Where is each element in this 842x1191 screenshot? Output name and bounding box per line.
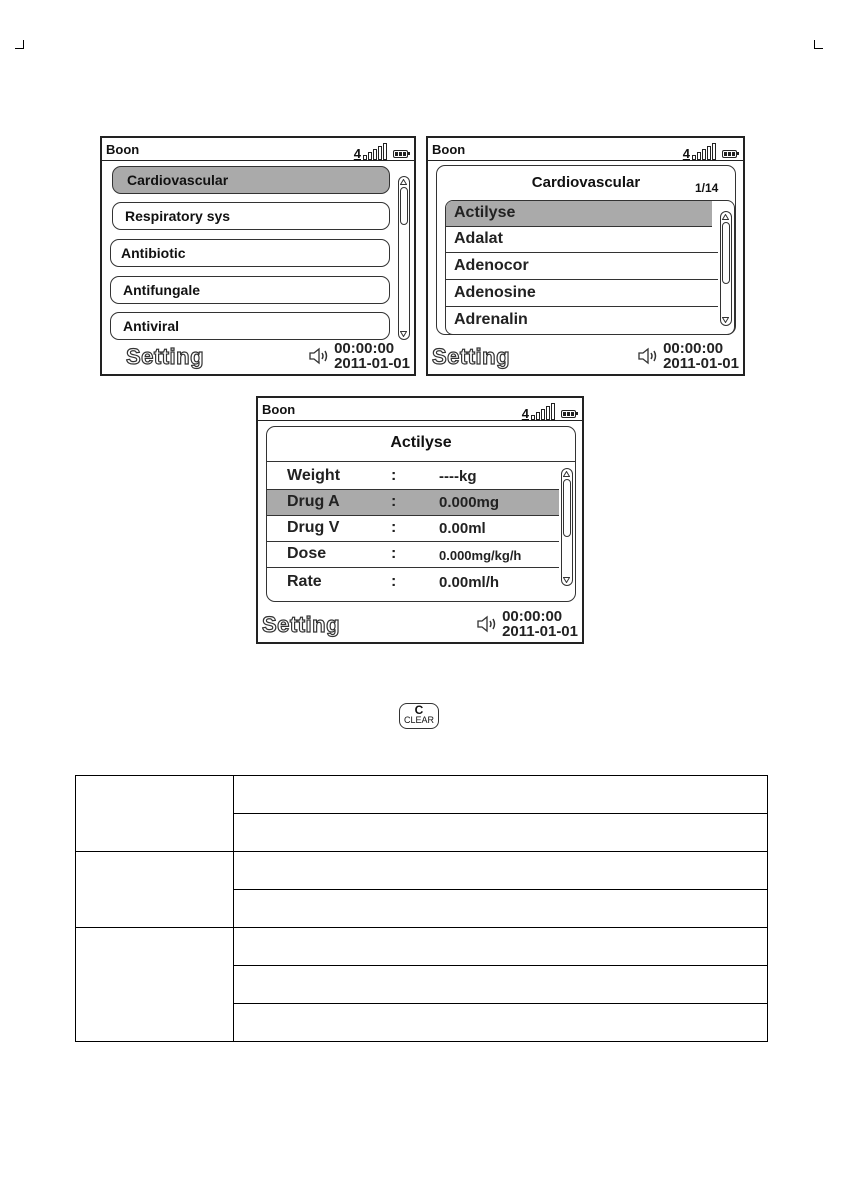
date-readout: 2011-01-01 <box>334 355 410 372</box>
speaker-icon <box>476 615 498 633</box>
scrollbar[interactable] <box>720 211 732 326</box>
category-label: Respiratory sys <box>125 208 231 224</box>
speaker-icon <box>637 347 659 365</box>
table-cell <box>234 966 768 1004</box>
drug-item-adalat[interactable]: Adalat <box>446 227 718 253</box>
time-readout: 00:00:00 <box>502 608 563 625</box>
table-cell <box>234 928 768 966</box>
param-row-rate[interactable]: Rate : 0.00ml/h <box>287 573 500 591</box>
status-icons <box>354 142 408 160</box>
drug-item-adrenalin[interactable]: Adrenalin <box>454 311 528 328</box>
status-icons <box>683 142 737 160</box>
footer-setting-label[interactable]: Setting <box>262 612 341 637</box>
table-cell <box>234 814 768 852</box>
battery-icon <box>393 150 408 158</box>
scroll-down-icon[interactable] <box>722 317 729 323</box>
time-readout: 00:00:00 <box>334 340 395 357</box>
screen-drug-list <box>426 136 745 376</box>
param-list <box>267 461 575 601</box>
footer-setting-label[interactable]: Setting <box>432 344 511 369</box>
time-readout: 00:00:00 <box>663 340 724 357</box>
table-cell <box>76 776 234 852</box>
scroll-thumb[interactable] <box>722 222 730 284</box>
param-row-drug-a[interactable]: Drug A : 0.000mg <box>267 490 559 516</box>
page-indicator: 1/14 <box>695 181 719 195</box>
date-readout: 2011-01-01 <box>502 623 578 640</box>
clear-key-icon <box>399 703 439 729</box>
scroll-thumb[interactable] <box>563 479 571 537</box>
table-row <box>76 852 768 890</box>
battery-icon <box>722 150 737 158</box>
footer-setting-label[interactable]: Setting <box>126 344 205 369</box>
scrollbar[interactable] <box>398 176 410 340</box>
status-icons <box>522 402 576 420</box>
crop-mark-left <box>15 40 24 49</box>
category-item-antiviral[interactable] <box>110 312 390 340</box>
signal-icon <box>354 142 387 160</box>
clear-key-label: CLEAR <box>403 715 434 725</box>
signal-level: 4 <box>682 146 690 161</box>
date-readout: 2011-01-01 <box>663 355 739 372</box>
crop-mark-right <box>814 40 823 49</box>
clear-key-letter: C <box>414 703 424 717</box>
table-cell <box>76 928 234 1042</box>
drug-panel <box>436 165 736 335</box>
scroll-thumb[interactable] <box>400 187 408 225</box>
screen-drug-params <box>256 396 584 644</box>
category-label: Antifungale <box>123 282 200 298</box>
signal-icon <box>522 402 555 420</box>
brand-label: Boon <box>106 142 140 157</box>
table-cell <box>76 852 234 928</box>
panel-title: Actilyse <box>390 434 452 451</box>
brand-label: Boon <box>262 402 296 417</box>
table-cell <box>234 1004 768 1042</box>
signal-level: 4 <box>521 406 529 421</box>
scroll-up-icon[interactable] <box>400 179 407 185</box>
category-item-antibiotic[interactable] <box>110 239 390 267</box>
drug-item-adenocor[interactable]: Adenocor <box>446 254 718 280</box>
scroll-down-icon[interactable] <box>563 577 570 583</box>
table-row <box>76 928 768 966</box>
document-table <box>75 775 768 1042</box>
panel-title: Cardiovascular <box>531 174 641 191</box>
signal-level: 4 <box>353 146 361 161</box>
drug-item-adenosine[interactable]: Adenosine <box>446 281 718 307</box>
scroll-up-icon[interactable] <box>722 214 729 220</box>
battery-icon <box>561 410 576 418</box>
drug-item-actilyse[interactable]: Actilyse <box>446 201 712 227</box>
table-cell <box>234 890 768 928</box>
scrollbar[interactable] <box>561 468 573 586</box>
scroll-up-icon[interactable] <box>563 471 570 477</box>
scroll-down-icon[interactable] <box>400 331 407 337</box>
param-row-dose[interactable]: Dose : 0.000mg/kg/h <box>267 542 559 568</box>
signal-icon <box>683 142 716 160</box>
params-panel <box>266 426 576 602</box>
category-item-antifungale[interactable] <box>110 276 390 304</box>
category-label: Cardiovascular <box>127 172 229 188</box>
param-row-drug-v[interactable]: Drug V : 0.00ml <box>267 516 559 542</box>
param-row-weight[interactable]: Weight : ----kg <box>267 464 559 490</box>
screen-category-list <box>100 136 416 376</box>
table-cell <box>234 852 768 890</box>
category-label: Antibiotic <box>121 245 186 261</box>
category-item-respiratory[interactable] <box>112 202 390 230</box>
table-cell <box>234 776 768 814</box>
drug-list <box>445 200 735 335</box>
table-row <box>76 776 768 814</box>
speaker-icon <box>308 347 330 365</box>
category-item-cardiovascular[interactable] <box>112 166 390 194</box>
category-label: Antiviral <box>123 318 180 334</box>
brand-label: Boon <box>432 142 466 157</box>
